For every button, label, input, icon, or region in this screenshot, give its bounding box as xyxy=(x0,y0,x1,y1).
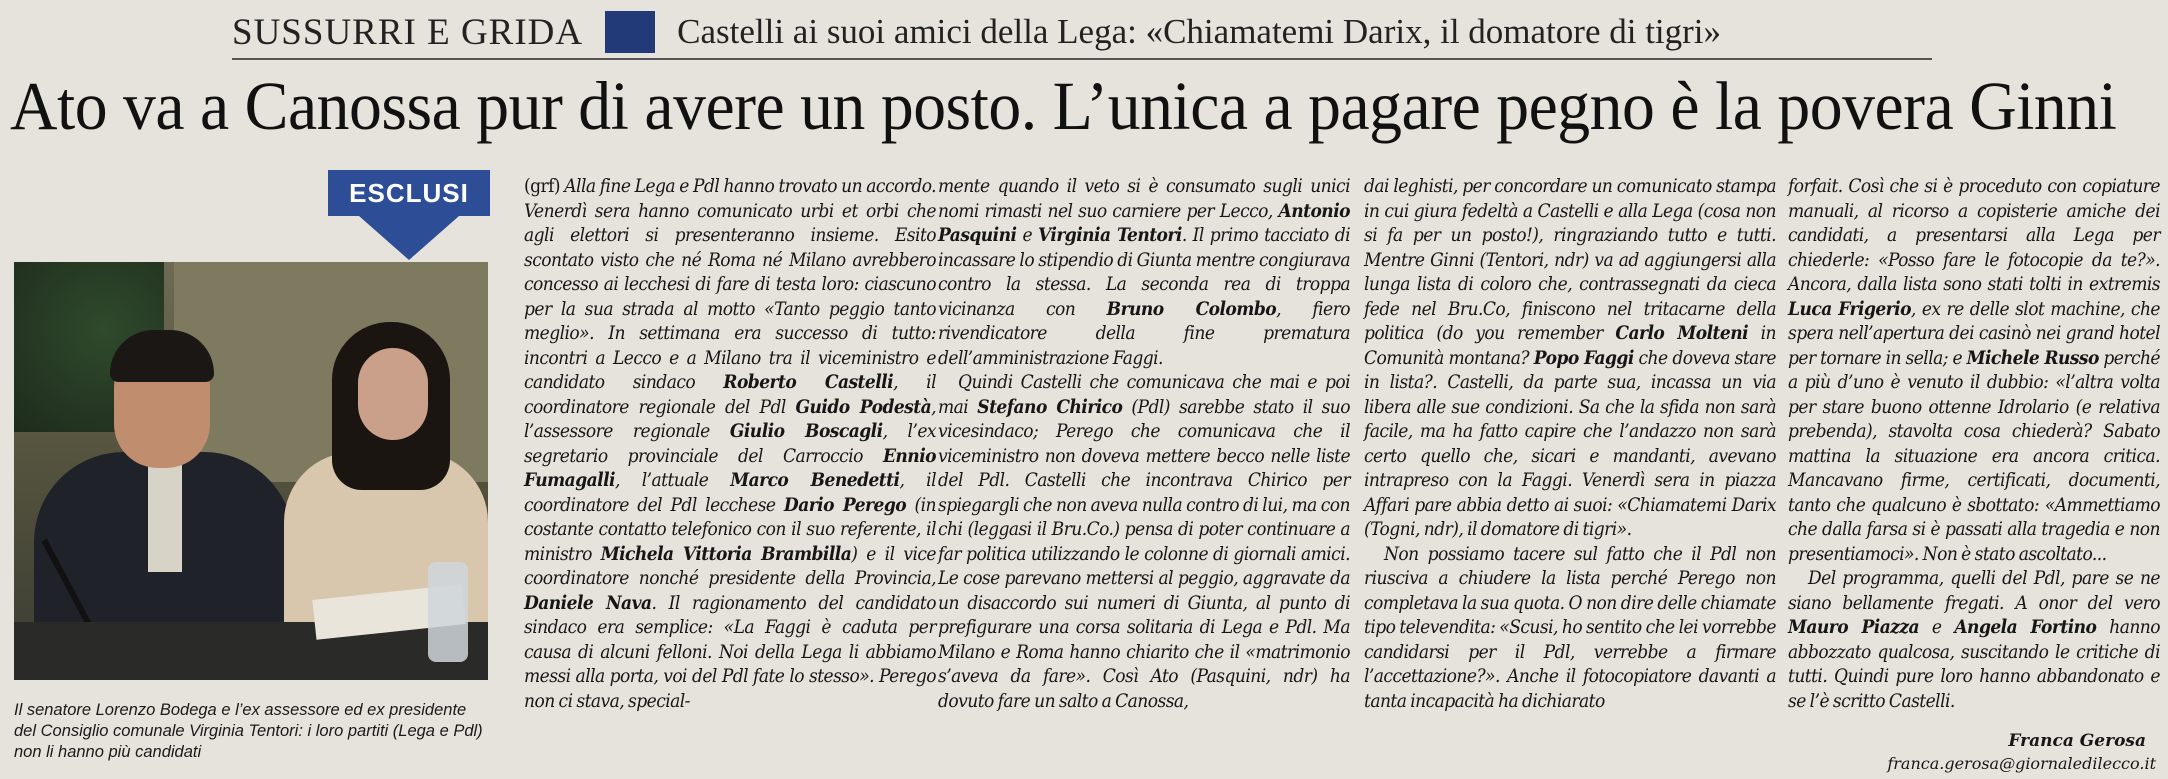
paragraph xyxy=(1788,174,2160,566)
section-marker-square xyxy=(605,11,655,53)
paragraph xyxy=(524,174,936,713)
text-run: che doveva stare in lista?. Castelli, da parte sua, incassa un via libera alle sue condizioni. Sa che la sfida non sarà facile, ma ha fatto capire che l’andazzo non sarà certo quello che, sicari e mandanti, avevano intrapreso con la Faggi. Venerdì sera in piazza Affari pare abbia detto ai suoi: «Chiamatemi Darix (Togni, ndr), il domatore di tigri». xyxy=(1364,346,1776,540)
person-name: Dario Perego xyxy=(783,493,907,516)
text-run: Alla fine Lega e Pdl hanno trovato un accordo. Venerdì sera hanno comunicato urbi et orbi che agli elettori si presenteranno insieme. Esito scontato visto che né Roma né Milano avrebbero concesso ai lecchesi di fare di testa loro: ciascuno per la sua strada al motto «Tanto peggio tanto meglio». In settimana era successo di tutto: incontri a Lecco e a Milano tra il viceministro e candidato sindaco xyxy=(524,175,936,393)
text-run: forfait. Così che si è proceduto con copiature manuali, al ricorso a copisterie amiche dei candidati, a presentarsi alla Lega per chiederle: «Posso fare le fotocopie da te?». Ancora, dalla lista sono stati tolti in extremis xyxy=(1788,175,2160,295)
photo-caption: Il senatore Lorenzo Bodega e l’ex assessore ed ex presidente del Consiglio comunale Virginia Tentori: i loro partiti (Lega e Pdl) non li hanno più candidati xyxy=(14,701,483,761)
person-name: Michela Vittoria Brambilla xyxy=(600,542,852,565)
person-name: Marco Benedetti xyxy=(730,469,900,491)
text-run: , fiero rivendicatore della fine prematura dell’amministrazione Faggi. xyxy=(938,297,1350,369)
person-name: Guido Podestà xyxy=(795,395,932,418)
text-run: . Il primo tacciato di incassare lo stipendio di Giunta mentre congiurava contro la stessa. La seconda rea di troppa vicinanza con xyxy=(938,224,1351,320)
text-run: in Comunità montana? xyxy=(1364,322,1776,369)
person-name: Mauro Piazza xyxy=(1788,616,1920,638)
text-run: mente quando il veto si è consumato sugli unici nomi rimasti nel suo carniere per Lecco, xyxy=(938,175,1350,222)
byline-author: Franca Gerosa xyxy=(2008,731,2146,751)
paragraph xyxy=(938,370,1350,713)
person-name: Michele Russo xyxy=(1966,346,2099,369)
text-run: , l’assessore regionale xyxy=(524,395,936,442)
paragraph: Non possiamo tacere sul fatto che il Pdl non riusciva a chiudere la lista perché Perego non completava la sua quota. O non dire delle chiamate tipo televendita: «Scusi, ho sentito che lei vorrebbe candidarsi per il Pdl, verrebbe a firmare l’accettazione?». Anche il fotocopiatore davanti a tanta incapacità ha dichiarato xyxy=(1364,542,1776,712)
text-run: perché a più d’uno è venuto il dubbio: «l’altra volta per stare buono ottenne Idrolario (e relativa prebenda), stavolta cosa chiederà? Sabato mattina la situazione era ancora critica. Mancavano firme, certificati, documenti, tanto che qualcuno è sbottato: «Ammettiamo che dalla farsa si è passati alla tragedia e non presentiamoci». Non è stato ascoltato... xyxy=(1788,346,2160,565)
person-name: Ennio Fumagalli xyxy=(524,444,936,491)
text-run: , ex re delle slot machine, che spera nell’apertura dei casinò nei grand hotel per tornare in sella; e xyxy=(1788,297,2160,369)
person-name: Bruno Colombo xyxy=(1106,297,1277,320)
article-column-1 xyxy=(524,174,936,713)
photo-bottle xyxy=(428,562,468,662)
text-run: hanno abbozzato qualcosa, suscitando le critiche di tutti. Quindi pure loro hanno abbandonato e se l’è scritto Castelli. xyxy=(1788,616,2160,712)
person-name: Stefano Chirico xyxy=(977,395,1123,418)
text-run: (in costante contatto telefonico con il suo referente, il ministro xyxy=(524,493,936,565)
article-column-2 xyxy=(938,174,1350,713)
text-run: (Pdl) sarebbe stato il suo vicesindaco; Perego che comunicava che il viceministro non doveva mettere becco nelle liste del Pdl. Castelli che incontrava Chirico per spiegargli che non aveva nulla contro di lui, ma con chi (leggasi il Bru.Co.) pensa di poter continuare a far politica utilizzando le colonne di giornali amici. Le cose parevano mettersi al peggio, aggravate da un disaccordo sui numeri di Giunta, al punto di prefigurare una corsa solitaria di Lega e Pdl. Ma Milano e Roma hanno chiarito che il «matrimonio s’aveva da fare». Così Ato (Pasquini, ndr) ha dovuto fare un salto a Canossa, xyxy=(938,395,1350,712)
text-run: Del programma, quelli del Pdl, pare se ne siano bellamente fregati. A onor del vero xyxy=(1788,567,2160,614)
person-name: Carlo Molteni xyxy=(1615,322,1749,344)
person-name: Luca Frigerio xyxy=(1788,297,1911,320)
paragraph xyxy=(1788,566,2160,713)
text-run: , il coordinatore del Pdl lecchese xyxy=(524,469,936,516)
paragraph xyxy=(1364,174,1776,542)
person-name: Antonio Pasquini xyxy=(938,199,1350,246)
text-run: . Il ragionamento del candidato sindaco era semplice: «La Faggi è caduta per causa di alcuni felloni. Noi della Lega li abbiamo messi alla porta, voi del Pdl fate lo stesso». Perego non ci stava, special- xyxy=(524,591,936,712)
text-run: e xyxy=(1016,224,1039,246)
person-name: Daniele Nava xyxy=(524,591,652,614)
person-name: Angela Fortino xyxy=(1954,616,2097,638)
photo-woman-face xyxy=(358,348,428,440)
text-run: , l’attuale xyxy=(614,469,731,491)
byline-email: franca.gerosa@giornaledilecco.it xyxy=(1887,754,2156,773)
author-initials: (grf) xyxy=(524,175,561,197)
section-kicker xyxy=(232,6,1932,60)
headline: Ato va a Canossa pur di avere un posto. L’unica a pagare pegno è la povera Ginni xyxy=(10,68,2117,144)
article-column-3 xyxy=(1364,174,1776,713)
article-column-4 xyxy=(1788,174,2160,713)
text-run: Quindi Castelli che comunicava che mai e poi mai xyxy=(938,371,1350,418)
text-run: e xyxy=(1919,616,1955,638)
text-run: dai leghisti, per concordare un comunicato stampa in cui giura fedeltà a Castelli e alla Lega (cosa non si fa per un posto!), ringraziando tutto e tutti. Mentre Ginni (Tentori, ndr) va ad aggiungersi alla lunga lista di coloro che, contrassegnati da cieca fede nel Bru.Co, finiscono nel tritacarne della politica (do you remember xyxy=(1364,175,1776,344)
person-name: Virginia Tentori xyxy=(1038,224,1182,246)
excluded-badge-label: ESCLUSI xyxy=(328,170,490,216)
photo-man-shirt xyxy=(148,462,182,572)
down-arrow-icon xyxy=(359,216,459,260)
person-name: Popo Faggi xyxy=(1533,346,1634,369)
person-name: Giulio Boscagli xyxy=(729,420,883,442)
section-rubric: SUSSURRI E GRIDA xyxy=(232,11,584,53)
section-subtitle: Castelli ai suoi amici della Lega: «Chiamatemi Darix, il domatore di tigri» xyxy=(677,12,1722,51)
text-run: , il coordinatore regionale del Pdl xyxy=(524,371,936,418)
person-name: Roberto Castelli xyxy=(723,371,894,393)
excluded-badge xyxy=(328,170,490,256)
paragraph xyxy=(938,174,1350,370)
photo-desk xyxy=(14,622,488,680)
article-photo xyxy=(14,262,488,680)
text-run: , l’ex segretario provinciale del Carroccio xyxy=(524,420,936,467)
text-run: ) e il vice coordinatore nonché presidente della Provincia, xyxy=(524,542,936,589)
